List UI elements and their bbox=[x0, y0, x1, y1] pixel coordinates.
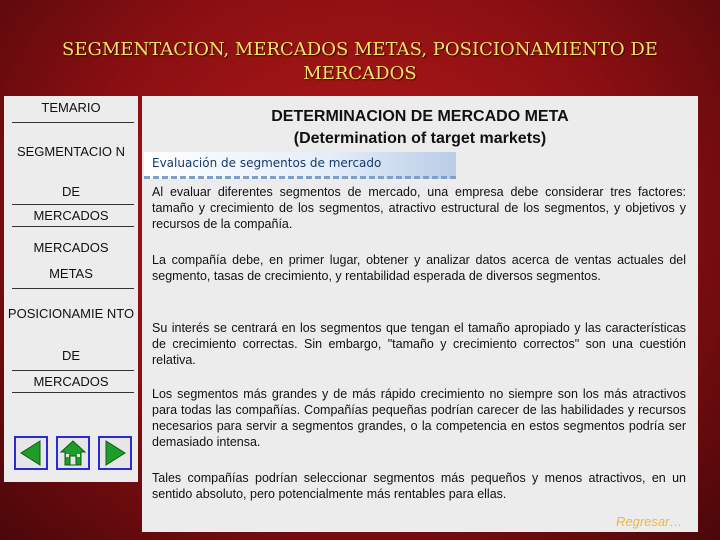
paragraph-4: Los segmentos más grandes y de más rápido crecimiento no siempre son los más atractivos para todas las compañías. Compañías pequeñas podrían carecer de las habilidades y recursos necesarios para servir a segmentos grandes, o la competencia en estos segmentos podría ser demasiado intensa. bbox=[152, 387, 686, 449]
content-panel bbox=[142, 96, 698, 532]
left-arrow-icon bbox=[14, 436, 48, 470]
sidebar-item-de-2[interactable]: DE bbox=[61, 348, 81, 363]
sidebar-item-mercados-1[interactable]: MERCADOS bbox=[33, 208, 109, 223]
sidebar-divider bbox=[12, 226, 134, 227]
home-icon bbox=[56, 436, 90, 470]
paragraph-2: La compañía debe, en primer lugar, obtener y analizar datos acerca de ventas actuales del segmento, tasas de crecimiento, y rentabilidad esperada de diversos segmentos. bbox=[152, 253, 686, 283]
home-button[interactable] bbox=[56, 436, 90, 470]
content-title bbox=[142, 106, 698, 150]
back-link[interactable]: Regresar… bbox=[616, 514, 683, 529]
section-header bbox=[144, 152, 456, 179]
sidebar-menu bbox=[4, 96, 138, 482]
sidebar-divider bbox=[12, 392, 134, 393]
sidebar-divider bbox=[12, 288, 134, 289]
content-title-sub: (Determination of target markets) bbox=[293, 130, 547, 147]
sidebar-heading: TEMARIO bbox=[41, 100, 101, 115]
sidebar-item-segmentacion[interactable]: SEGMENTACIO N bbox=[16, 144, 126, 159]
sidebar-item-posicionamiento[interactable]: POSICIONAMIE NTO bbox=[7, 306, 135, 321]
sidebar-divider bbox=[12, 370, 134, 371]
prev-button[interactable] bbox=[14, 436, 48, 470]
paragraph-5: Tales compañías podrían seleccionar segmentos más pequeños y menos atractivos, en un sentido absoluto, pero potencialmente más rentables para ellas. bbox=[152, 471, 686, 501]
sidebar-divider bbox=[12, 204, 134, 205]
sidebar-divider bbox=[12, 122, 134, 123]
next-button[interactable] bbox=[98, 436, 132, 470]
sidebar-item-mercados-2[interactable]: MERCADOS bbox=[33, 240, 109, 255]
paragraph-1: Al evaluar diferentes segmentos de mercado, una empresa debe considerar tres factores: tamaño y crecimiento de los segmentos, atractivo estructural de los segmentos, y objetivos y recursos de la compañía. bbox=[152, 185, 686, 231]
sidebar-item-metas[interactable]: METAS bbox=[49, 266, 93, 281]
content-title-main: DETERMINACION DE MERCADO META bbox=[271, 108, 569, 125]
section-label: Evaluación de segmentos de mercado bbox=[152, 156, 382, 170]
paragraph-3: Su interés se centrará en los segmentos que tengan el tamaño apropiado y las características de crecimiento correctas. Sin embargo, "tamaño y crecimiento correctos" son una cuestión relativa. bbox=[152, 321, 686, 367]
sidebar-item-mercados-3[interactable]: MERCADOS bbox=[33, 374, 109, 389]
slide-title: SEGMENTACION, MERCADOS METAS, POSICIONAMIENTO DE MERCADOS bbox=[62, 39, 658, 84]
right-arrow-icon bbox=[98, 436, 132, 470]
sidebar-item-de-1[interactable]: DE bbox=[61, 184, 81, 199]
